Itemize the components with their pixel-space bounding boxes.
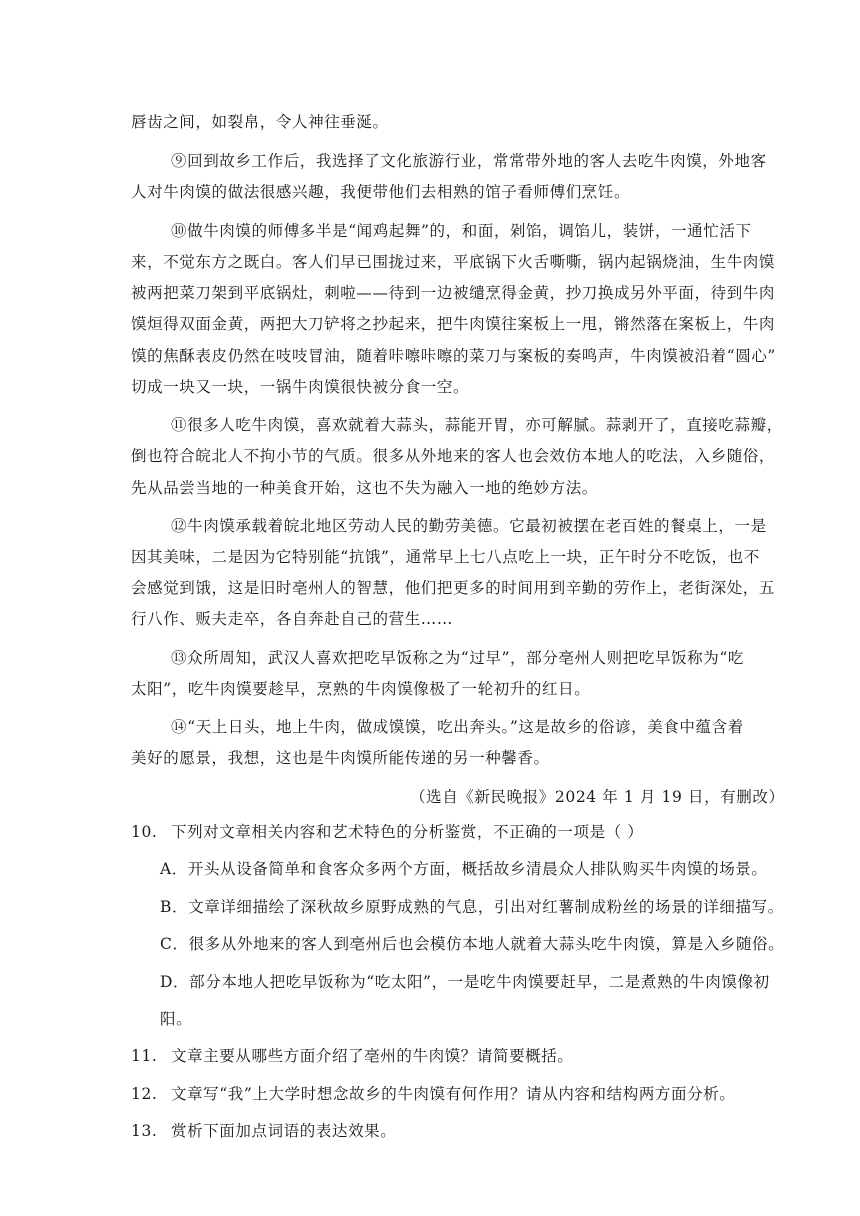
- question-10: [131, 820, 643, 842]
- article-line: 唇齿之间，如裂帛，令人神往垂涎。: [131, 113, 389, 131]
- question-number: 13.: [131, 1122, 158, 1140]
- article-line: 人对牛肉馍的做法很感兴趣，我便带他们去相熟的馆子看师傅们烹饪。: [131, 183, 631, 201]
- question-number: 12.: [131, 1085, 158, 1103]
- article-line: 被两把菜刀架到平底锅灶，刺啦——待到一边被缱烹得金黄，抄刀换成另外平面，待到牛肉: [131, 284, 776, 302]
- question-stem: 文章写“我”上大学时想念故乡的牛肉馍有何作用？请从内容和结构两方面分析。: [170, 1085, 736, 1103]
- article-line: 美好的愿景，我想，这也是牛肉馍所能传递的另一种馨香。: [131, 749, 550, 767]
- option-d-continued: 阳。: [160, 1010, 193, 1028]
- question-number: 10.: [131, 823, 158, 841]
- question-stem: 文章主要从哪些方面介绍了亳州的牛肉馍？请简要概括。: [170, 1047, 574, 1065]
- question-number: 11.: [131, 1047, 158, 1065]
- question-11: [131, 1044, 574, 1066]
- option-b: B．文章详细描绘了深秋故乡原野成熟的气息，引出对红薯制成粉丝的场景的详细描写。: [160, 898, 784, 916]
- article-line: 太阳”，吃牛肉馍要趁早，烹熟的牛肉馍像极了一轮初升的红日。: [131, 680, 591, 698]
- article-line: 馍的焦酥表皮仍然在吱吱冒油，随着咔嚓咔嚓的菜刀与案板的奏鸣声，牛肉馍被沿着“圆心”: [131, 347, 776, 365]
- article-line: 会感觉到饿，这是旧时亳州人的智慧，他们把更多的时间用到辛勤的劳作上，老街深处，五: [131, 579, 776, 597]
- option-d: D．部分本地人把吃早饭称为“吃太阳”，一是吃牛肉馍要赶早，二是煮熟的牛肉馍像初: [160, 973, 770, 991]
- question-stem: 赏析下面加点词语的表达效果。: [170, 1122, 397, 1140]
- article-line: 切成一块又一块，一锅牛肉馍很快被分食一空。: [131, 378, 470, 396]
- article-source: （选自《新民晚报》2024 年 1 月 19 日，有删改）: [410, 788, 785, 806]
- article-line: ⑭“天上日头，地上牛肉，做成馍馍，吃出奔头。”这是故乡的俗谚，美食中蕴含着: [171, 718, 744, 736]
- article-line: 因其美味，二是因为它特别能“抗饿”，通常早上七八点吃上一块，正午时分不吃饭，也不: [131, 548, 760, 566]
- question-12: [131, 1082, 735, 1104]
- article-line: 先从品尝当地的一种美食开始，这也不失为融入一地的绝妙方法。: [131, 479, 598, 497]
- article-line: ⑪很多人吃牛肉馍，喜欢就着大蒜头，蒜能开胃，亦可解腻。蒜剥开了，直接吃蒜瓣，: [171, 416, 783, 434]
- article-line: ⑫牛肉馍承载着皖北地区劳动人民的勤劳美德。它最初被摆在老百姓的餐桌上，一是: [171, 517, 767, 535]
- article-line: 来，不觉东方之既白。客人们早已围拢过来，平底锅下火舌嘶嘶，锅内起锅烧油，生牛肉馍: [131, 253, 776, 271]
- article-line: 倒也符合皖北人不拘小节的气质。很多从外地来的客人也会效仿本地人的吃法，入乡随俗，: [131, 447, 776, 465]
- question-13: [131, 1119, 396, 1141]
- option-c: C．很多从外地来的客人到亳州后也会模仿本地人就着大蒜头吃牛肉馍，算是入乡随俗。: [160, 935, 785, 953]
- option-a: A．开头从设备简单和食客众多两个方面，概括故乡清晨众人排队购买牛肉馍的场景。: [160, 860, 768, 878]
- article-line: ⑨回到故乡工作后，我选择了文化旅游行业，常常带外地的客人去吃牛肉馍，外地客: [171, 152, 767, 170]
- article-line: ⑬众所周知，武汉人喜欢把吃早饭称之为“过早”，部分亳州人则把吃早饭称为“吃: [171, 649, 744, 667]
- question-stem: 下列对文章相关内容和艺术特色的分析鉴赏，不正确的一项是（ ）: [170, 823, 644, 841]
- article-line: ⑩做牛肉馍的师傅多半是“闻鸡起舞”的，和面，剁馅，调馅儿，装饼，一通忙活下: [171, 222, 752, 240]
- article-line: 馍烜得双面金黄，两把大刀铲将之抄起来，把牛肉馍往案板上一甩，锵然落在案板上，牛肉: [131, 315, 776, 333]
- article-line: 行八作、贩夫走卒，各自奔赴自己的营生……: [131, 610, 454, 628]
